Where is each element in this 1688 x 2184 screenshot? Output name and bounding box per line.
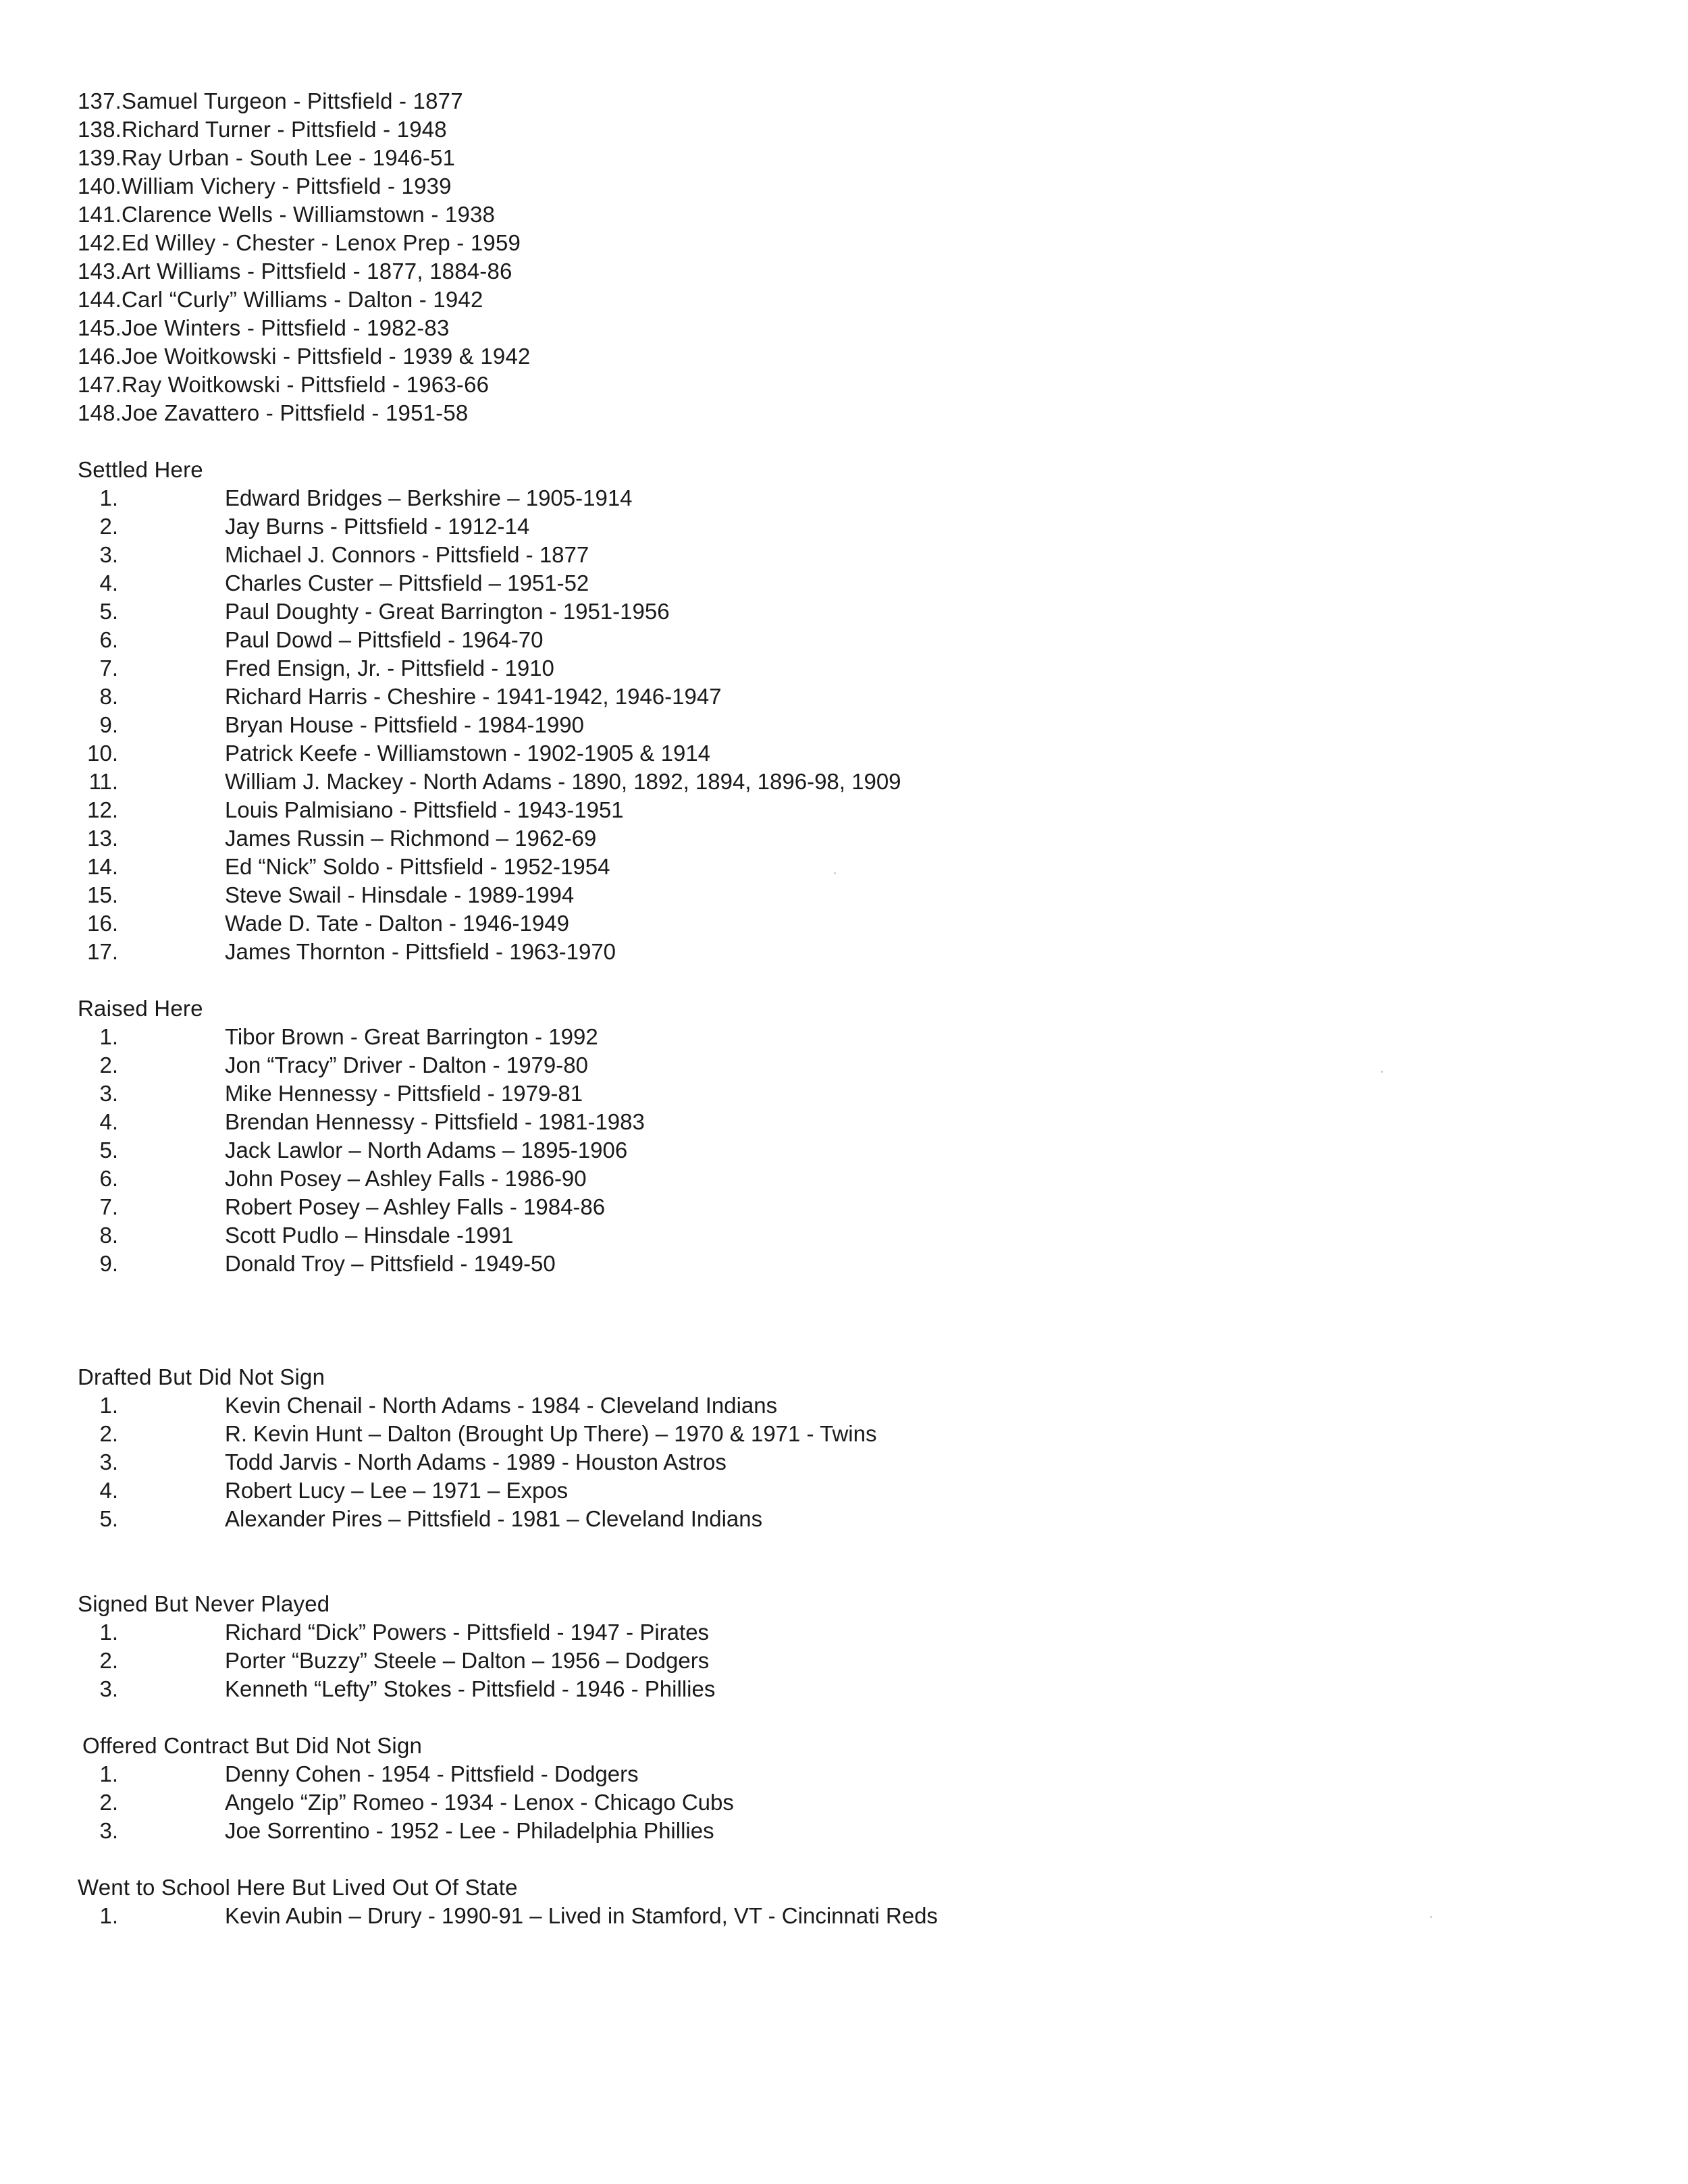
item-number: 4. — [99, 570, 118, 595]
list-item: Brendan Hennessy - Pittsfield - 1981-1983 — [225, 1109, 645, 1134]
list-item: 148.Joe Zavattero - Pittsfield - 1951-58 — [78, 400, 469, 425]
section-heading: Went to School Here But Lived Out Of State — [78, 1875, 518, 1900]
item-number: 10. — [87, 741, 118, 766]
list-item: John Posey – Ashley Falls - 1986-90 — [225, 1166, 587, 1191]
list-item: Edward Bridges – Berkshire – 1905-1914 — [225, 485, 633, 510]
list-item: Richard Harris - Cheshire - 1941-1942, 1946-1947 — [225, 684, 722, 709]
item-number: 2. — [99, 1421, 118, 1446]
list-item: William J. Mackey - North Adams - 1890, 1892, 1894, 1896-98, 1909 — [225, 769, 901, 794]
item-number: 3. — [99, 542, 118, 567]
item-number: 16. — [87, 911, 118, 936]
item-number: 1. — [99, 1761, 118, 1786]
item-number: 1. — [99, 1903, 118, 1928]
list-item: Louis Palmisiano - Pittsfield - 1943-1951 — [225, 797, 624, 822]
item-number: 9. — [99, 1251, 118, 1276]
list-item: Steve Swail - Hinsdale - 1989-1994 — [225, 882, 575, 907]
item-number: 5. — [99, 1138, 118, 1163]
item-number: 3. — [99, 1449, 118, 1474]
list-item: Wade D. Tate - Dalton - 1946-1949 — [225, 911, 569, 936]
item-number: 7. — [99, 656, 118, 681]
list-item: 143.Art Williams - Pittsfield - 1877, 1884-86 — [78, 259, 512, 284]
section-heading: Raised Here — [78, 996, 203, 1021]
item-number: 2. — [99, 1790, 118, 1815]
list-item: Jack Lawlor – North Adams – 1895-1906 — [225, 1138, 628, 1163]
section-heading: Settled Here — [78, 457, 203, 482]
item-number: 2. — [99, 514, 118, 539]
section-heading: Offered Contract But Did Not Sign — [82, 1733, 423, 1758]
list-item: Michael J. Connors - Pittsfield - 1877 — [225, 542, 589, 567]
item-number: 6. — [99, 1166, 118, 1191]
list-item: 137.Samuel Turgeon - Pittsfield - 1877 — [78, 88, 463, 113]
item-number: 5. — [99, 599, 118, 624]
list-item: Jon “Tracy” Driver - Dalton - 1979-80 — [225, 1053, 588, 1077]
scan-speck — [834, 872, 836, 874]
item-number: 2. — [99, 1053, 118, 1077]
list-item: Kevin Chenail - North Adams - 1984 - Cleveland Indians — [225, 1393, 778, 1418]
item-number: 15. — [87, 882, 118, 907]
item-number: 6. — [99, 627, 118, 652]
item-number: 5. — [99, 1506, 118, 1531]
list-item: Donald Troy – Pittsfield - 1949-50 — [225, 1251, 556, 1276]
list-item: Tibor Brown - Great Barrington - 1992 — [225, 1024, 598, 1049]
item-number: 13. — [87, 826, 118, 851]
list-item: Angelo “Zip” Romeo - 1934 - Lenox - Chicago Cubs — [225, 1790, 734, 1815]
list-item: Mike Hennessy - Pittsfield - 1979-81 — [225, 1081, 583, 1106]
item-number: 3. — [99, 1818, 118, 1843]
item-number: 7. — [99, 1194, 118, 1219]
list-item: Robert Lucy – Lee – 1971 – Expos — [225, 1478, 569, 1503]
list-item: Jay Burns - Pittsfield - 1912-14 — [225, 514, 530, 539]
item-number: 1. — [99, 1620, 118, 1645]
item-number: 1. — [99, 1024, 118, 1049]
scan-speck — [1381, 1071, 1383, 1073]
list-item: R. Kevin Hunt – Dalton (Brought Up There) – 1970 & 1971 - Twins — [225, 1421, 877, 1446]
item-number: 1. — [99, 485, 118, 510]
list-item: Richard “Dick” Powers - Pittsfield - 1947 - Pirates — [225, 1620, 710, 1645]
list-item: Todd Jarvis - North Adams - 1989 - Houston Astros — [225, 1449, 727, 1474]
list-item: 140.William Vichery - Pittsfield - 1939 — [78, 174, 452, 198]
item-number: 3. — [99, 1081, 118, 1106]
list-item: Patrick Keefe - Williamstown - 1902-1905 & 1914 — [225, 741, 711, 766]
list-item: Kevin Aubin – Drury - 1990-91 – Lived in Stamford, VT - Cincinnati Reds — [225, 1903, 938, 1928]
list-item: 144.Carl “Curly” Williams - Dalton - 1942 — [78, 287, 483, 312]
section-heading: Drafted But Did Not Sign — [78, 1364, 325, 1389]
item-number: 4. — [99, 1109, 118, 1134]
list-item: Charles Custer – Pittsfield – 1951-52 — [225, 570, 589, 595]
item-number: 8. — [99, 1223, 118, 1248]
item-number: 3. — [99, 1676, 118, 1701]
list-item: 142.Ed Willey - Chester - Lenox Prep - 1959 — [78, 230, 521, 255]
item-number: 11. — [88, 769, 118, 794]
list-item: 141.Clarence Wells - Williamstown - 1938 — [78, 202, 496, 227]
list-item: Ed “Nick” Soldo - Pittsfield - 1952-1954 — [225, 854, 610, 879]
item-number: 9. — [99, 712, 118, 737]
list-item: Paul Doughty - Great Barrington - 1951-1956 — [225, 599, 670, 624]
list-item: Alexander Pires – Pittsfield - 1981 – Cleveland Indians — [225, 1506, 763, 1531]
item-number: 12. — [87, 797, 118, 822]
list-item: 145.Joe Winters - Pittsfield - 1982-83 — [78, 315, 450, 340]
item-number: 2. — [99, 1648, 118, 1673]
scan-speck — [1430, 1916, 1432, 1918]
list-item: Robert Posey – Ashley Falls - 1984-86 — [225, 1194, 606, 1219]
item-number: 4. — [99, 1478, 118, 1503]
list-item: Joe Sorrentino - 1952 - Lee - Philadelphia Phillies — [225, 1818, 714, 1843]
list-item: Fred Ensign, Jr. - Pittsfield - 1910 — [225, 656, 554, 681]
list-item: 146.Joe Woitkowski - Pittsfield - 1939 & 1942 — [78, 344, 531, 369]
list-item: Kenneth “Lefty” Stokes - Pittsfield - 1946 - Phillies — [225, 1676, 716, 1701]
list-item: James Thornton - Pittsfield - 1963-1970 — [225, 939, 616, 964]
list-item: Bryan House - Pittsfield - 1984-1990 — [225, 712, 584, 737]
list-item: Porter “Buzzy” Steele – Dalton – 1956 – Dodgers — [225, 1648, 710, 1673]
item-number: 1. — [99, 1393, 118, 1418]
list-item: 139.Ray Urban - South Lee - 1946-51 — [78, 145, 456, 170]
list-item: Denny Cohen - 1954 - Pittsfield - Dodgers — [225, 1761, 639, 1786]
list-item: 147.Ray Woitkowski - Pittsfield - 1963-66 — [78, 372, 490, 397]
list-item: James Russin – Richmond – 1962-69 — [225, 826, 597, 851]
list-item: 138.Richard Turner - Pittsfield - 1948 — [78, 117, 447, 142]
item-number: 14. — [87, 854, 118, 879]
item-number: 8. — [99, 684, 118, 709]
section-heading: Signed But Never Played — [78, 1591, 330, 1616]
list-item: Scott Pudlo – Hinsdale -1991 — [225, 1223, 514, 1248]
item-number: 17. — [87, 939, 118, 964]
list-item: Paul Dowd – Pittsfield - 1964-70 — [225, 627, 544, 652]
